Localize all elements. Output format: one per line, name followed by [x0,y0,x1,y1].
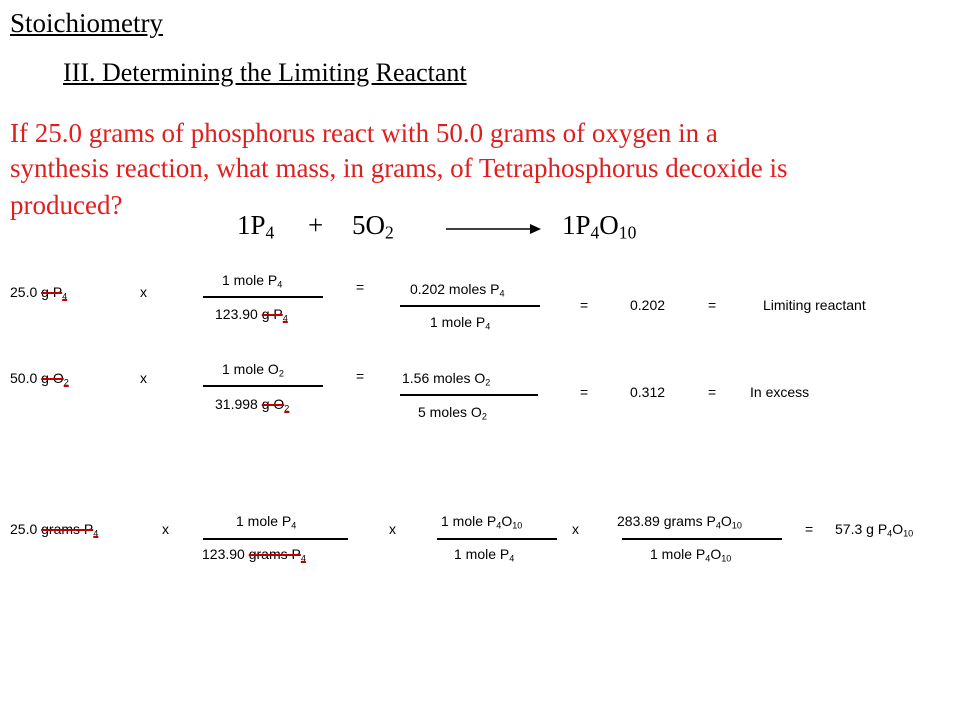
row3-multiply-2: x [389,521,396,537]
row3-factor1-numerator: 1 mole $P_4$ [236,513,297,531]
row3-factor3-bar [622,538,782,540]
row2-result-bar [400,394,538,396]
row2-equals-2: = [580,384,589,400]
row1-result-numerator: 0.202 moles $P_4$ [410,281,505,299]
question-line-2: synthesis reaction, what mass, in grams, of Tetraphosphorus decoxide is [10,153,788,183]
row2-given: 50.0 g $O_2$ [10,370,69,388]
row3-factor3-denominator: 1 mole $P_4O_{10}$ [650,546,732,564]
row2-conclusion: In excess [750,384,810,400]
row2-factor-bar [203,385,323,387]
row3-answer: 57.3 g $P_4O_{10}$ [835,521,914,539]
row3-given: 25.0 grams $P_4$ [10,521,99,539]
equation-reactant-p4: $1P_4$ [237,210,275,243]
row3-factor1-denominator: 123.90 grams $P_4$ [202,546,306,564]
row3-factor2-bar [437,538,557,540]
page-title: Stoichiometry [10,8,163,38]
row1-ratio-value: 0.202 [630,297,666,313]
row1-conclusion: Limiting reactant [763,297,866,313]
row1-factor-bar [203,296,323,298]
row2-result-numerator: 1.56 moles $O_2$ [402,370,491,388]
equation-plus: + [308,210,324,240]
equation-product-p4o10: $1P_4O_{10}$ [562,210,637,243]
row3-factor3-numerator: 283.89 grams $P_4O_{10}$ [617,513,742,531]
row1-result-bar [400,305,540,307]
row2-equals: = [356,368,365,384]
reaction-arrow-icon [446,222,542,236]
row1-equals: = [356,279,365,295]
row1-multiply: x [140,284,147,300]
row3-equals: = [805,521,814,537]
question-line-1: If 25.0 grams of phosphorus react with 50.0 grams of oxygen in a [10,118,718,148]
row2-factor-numerator: 1 mole $O_2$ [222,361,284,379]
row3-factor1-bar [203,538,348,540]
row2-equals-3: = [708,384,717,400]
row1-given: 25.0 g $P_4$ [10,284,68,302]
row1-result-denominator: 1 mole $P_4$ [430,314,491,332]
row2-factor-denominator: 31.998 g $O_2$ [215,396,290,414]
row2-ratio-value: 0.312 [630,384,666,400]
row3-multiply-1: x [162,521,169,537]
question-line-3: produced? [10,190,123,220]
row2-multiply: x [140,370,147,386]
row1-equals-3: = [708,297,717,313]
row2-result-denominator: 5 moles $O_2$ [418,404,487,422]
row1-factor-denominator: 123.90 g $P_4$ [215,306,288,324]
row1-factor-numerator: 1 mole $P_4$ [222,272,283,290]
row3-factor2-numerator: 1 mole $P_4O_{10}$ [441,513,523,531]
row3-multiply-3: x [572,521,579,537]
equation-reactant-o2: $5O_2$ [352,210,394,243]
section-heading: III. Determining the Limiting Reactant [63,58,467,87]
row3-factor2-denominator: 1 mole $P_4$ [454,546,515,564]
row1-equals-2: = [580,297,589,313]
